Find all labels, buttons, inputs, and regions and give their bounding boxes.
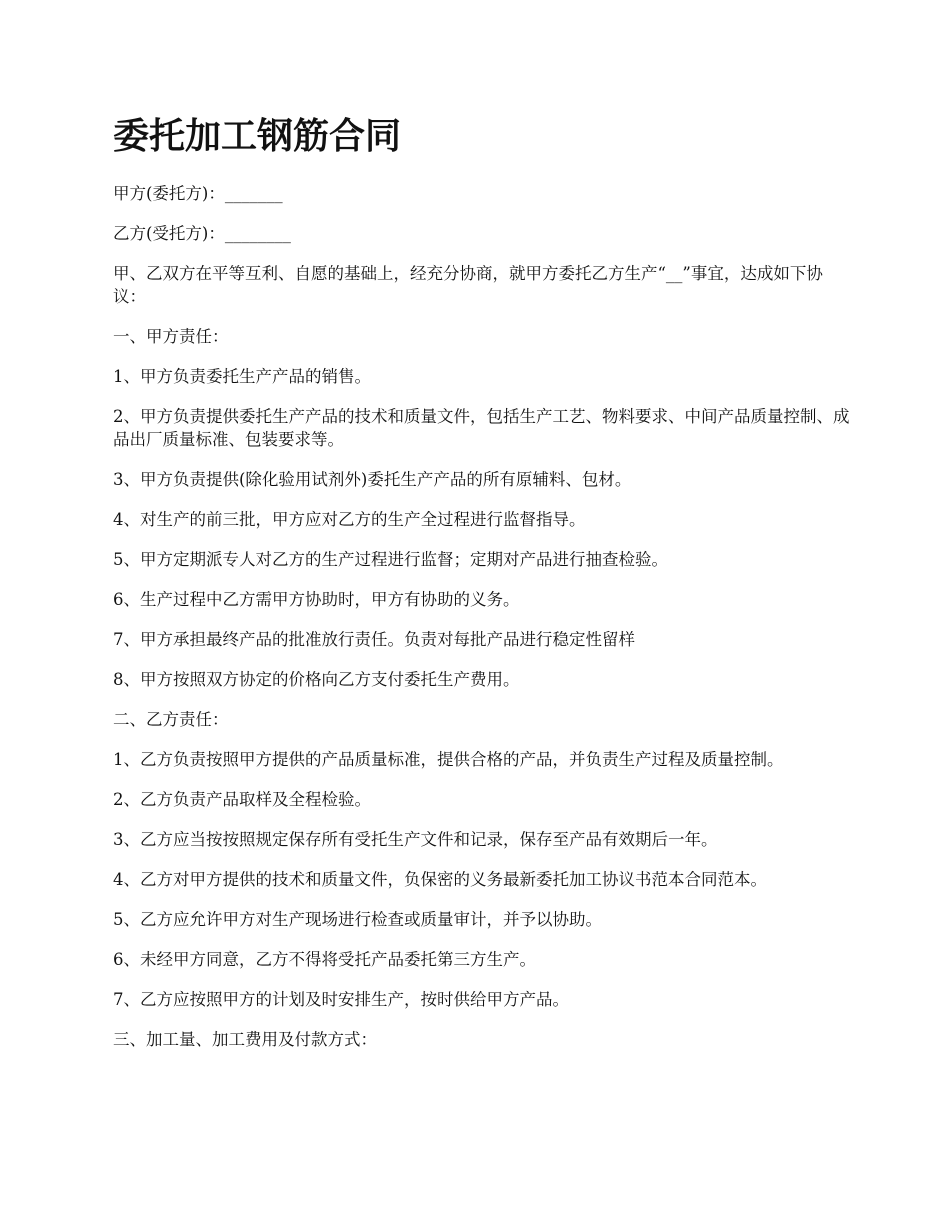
document-title: 委托加工钢筋合同 xyxy=(113,115,402,157)
clause-b-2: 2、乙方负责产品取样及全程检验。 xyxy=(113,790,371,809)
clause-a-4: 4、对生产的前三批，甲方应对乙方的生产全过程进行监督指导。 xyxy=(113,510,586,529)
clause-a-6: 6、生产过程中乙方需甲方协助时，甲方有协助的义务。 xyxy=(113,590,520,609)
clause-b-3: 3、乙方应当按按照规定保存所有受托生产文件和记录，保存至产品有效期后一年。 xyxy=(113,830,718,849)
clause-a-3: 3、甲方负责提供(除化验用试剂外)委托生产产品的所有原辅料、包材。 xyxy=(113,470,632,489)
clause-a-8: 8、甲方按照双方协定的价格向乙方支付委托生产费用。 xyxy=(113,670,520,689)
clause-a-5: 5、甲方定期派专人对乙方的生产过程进行监督；定期对产品进行抽查检验。 xyxy=(113,550,668,569)
document-page xyxy=(113,112,853,1068)
clause-a-1: 1、甲方负责委托生产产品的销售。 xyxy=(113,367,371,386)
clause-b-1: 1、乙方负责按照甲方提供的产品质量标准，提供合格的产品，并负责生产过程及质量控制。 xyxy=(113,750,784,769)
party-b-line: 乙方(受托方)：________ xyxy=(113,224,291,243)
clause-b-7: 7、乙方应按照甲方的计划及时安排生产，按时供给甲方产品。 xyxy=(113,990,569,1009)
clause-b-5: 5、乙方应允许甲方对生产现场进行检查或质量审计，并予以协助。 xyxy=(113,910,602,929)
party-a-line: 甲方(委托方)：_______ xyxy=(113,184,283,203)
section-heading-party-b: 二、乙方责任： xyxy=(113,710,229,729)
section-heading-fees: 三、加工量、加工费用及付款方式： xyxy=(113,1030,377,1049)
section-heading-party-a: 一、甲方责任： xyxy=(113,327,229,346)
clause-b-4: 4、乙方对甲方提供的技术和质量文件，负保密的义务最新委托加工协议书范本合同范本。 xyxy=(113,870,767,889)
clause-b-6: 6、未经甲方同意，乙方不得将受托产品委托第三方生产。 xyxy=(113,950,536,969)
clause-a-2: 2、甲方负责提供委托生产产品的技术和质量文件，包括生产工艺、物料要求、中间产品质量控制、成品出厂质量标准、包装要求等。 xyxy=(113,407,850,449)
clause-a-7: 7、甲方承担最终产品的批准放行责任。负责对每批产品进行稳定性留样 xyxy=(113,630,635,649)
preamble-paragraph: 甲、乙双方在平等互利、自愿的基础上，经充分协商，就甲方委托乙方生产“__”事宜，达成如下协议： xyxy=(113,264,823,306)
